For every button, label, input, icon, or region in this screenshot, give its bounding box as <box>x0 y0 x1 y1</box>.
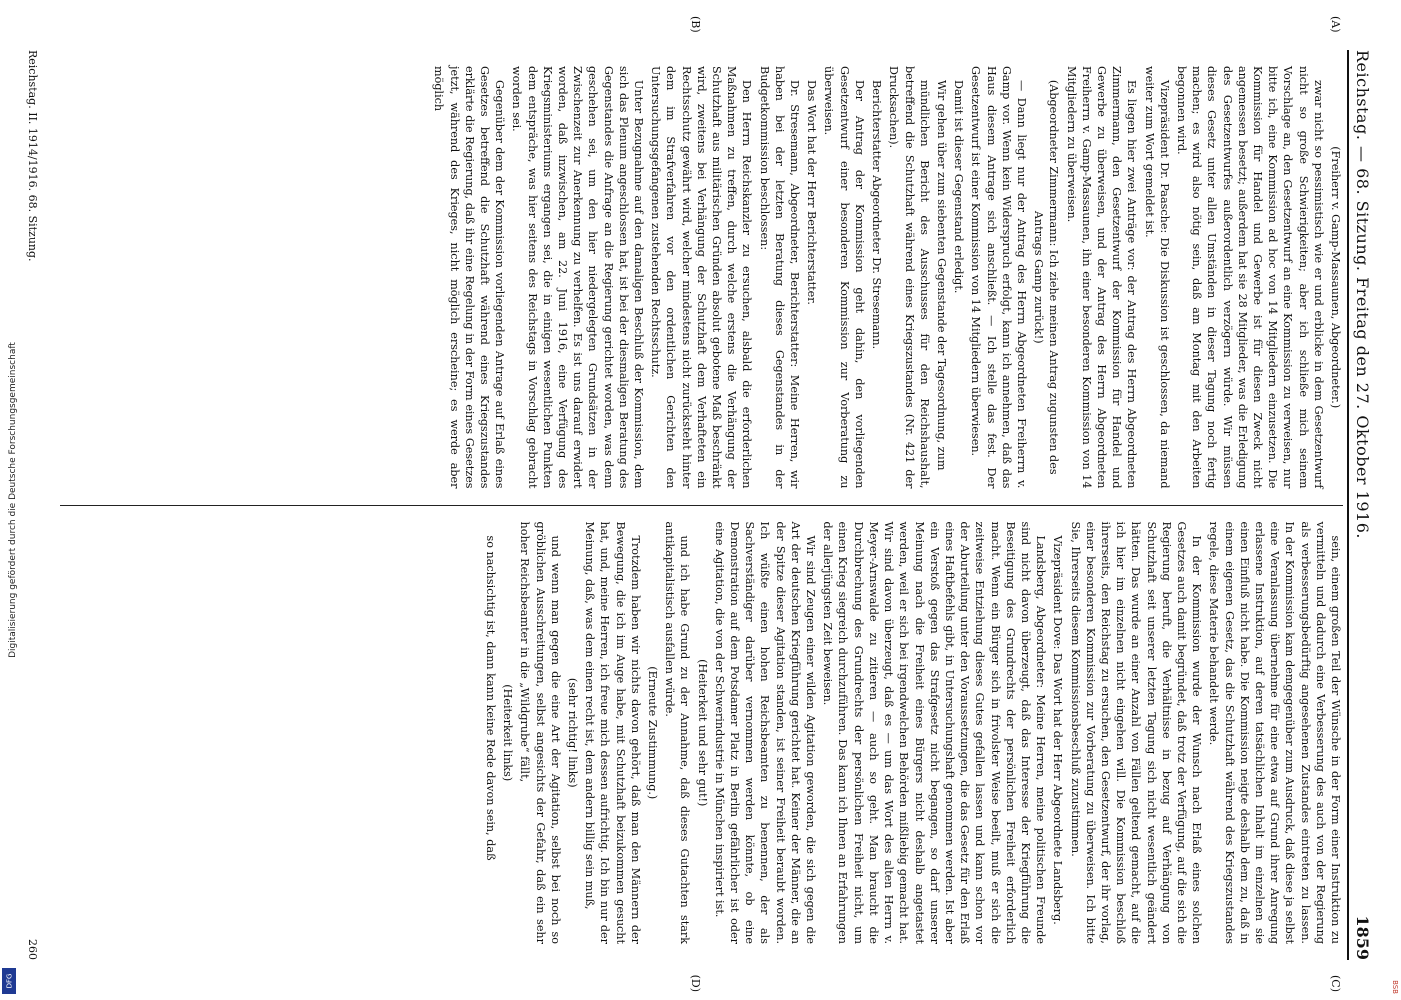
bsb-mark: BSB <box>1391 980 1399 994</box>
paragraph: (Abgeordneter Zimmermann: Ich ziehe meinen Antrag zugunsten des Antrags Gamp zurück!) <box>1032 79 1061 475</box>
paragraph: — Dann liegt nur der Antrag des Herrn Abgeordneten Freiherrn v. Gamp vor. Wenn kein Widerspruch erfolgt, kann ich annehmen, daß das Haus diesem Antrage sich anschließt. — Ich stelle das fest. Der Gesetzentwurf ist einer Kommission von 14 Mitgliedern überwiesen. <box>969 66 1028 489</box>
left-column <box>60 16 1343 506</box>
paragraph: (Erneute Zustimmung.) <box>646 666 660 800</box>
footer-signature: Reichstag. II. 1914/1916. 68. Sitzung. <box>26 50 40 262</box>
text-columns <box>60 16 1343 992</box>
page-header <box>1347 50 1383 960</box>
paragraph: sein, einem großen Teil der Wünsche in der Form einer Instruktion zu vermitteln und dadurch eine Verbesserung des auch von der Regierung als verbesserungsbedürftig angesehenen Zustandes eintreten zu lassen. In der Kommission kam demgegenüber zum Ausdruck, daß diese ja selbst eine Veranlassung übernehme für eine etwa auf Grund ihrer Anregung erlassene Instruktion, auf deren tatsächlichen Inhalt im einzelnen sie einen Einfluß nicht habe. Die Kommission neigte deshalb dem zu, daß in einem eigenen Gesetz, das die Schutzhaft während des Kriegszustandes regele, diese Materie behandelt werde. <box>1207 521 1342 944</box>
paragraph: Gegenüber dem der Kommission vorliegenden Antrage auf Erlaß eines Gesetzes betreffend die Schutzhaft während eines Kriegszustandes erklärte die Regierung, daß ihr eine Regelung in der Form eines Gesetzes jetzt, während des Krieges, nicht möglich erscheine; es werde aber möglich <box>432 66 507 489</box>
paragraph: Den Herrn Reichskanzler zu ersuchen, alsbald die erforderlichen Maßnahmen zu treffen, durch welche erstens die Verhängung der Schutzhaft aus militärischen Gründen absolut gebotene Maß beschränkt wird, zweitens bei Verhängung der Schutzhaft dem Verhafteten ein Rechtsschutz gewährt wird, welcher mindestens nicht zurücksteht hinter dem im Strafverfahren vor den ordentlichen Gerichten den Untersuchungsgefangenen zustehenden Rechtsschutz. <box>649 66 754 489</box>
running-title: Reichstag. — 68. Sitzung. Freitag den 27. Oktober 1916. <box>1353 50 1372 539</box>
paragraph: In der Kommission wurde der Wunsch nach Erlaß eines solchen Gesetzes auch damit begründet, daß trotz der Verfügung, auf die sich die Regierung beruft, die Verhältnisse in bezug auf Verhängung von Schutzhaft seit unserer letzten Tagung sich nicht wesentlich geändert hätten. Das wurde an einer Anzahl von Fällen geltend gemacht, auf die ich hier im einzelnen nicht eingehen will. Die Kommission beschloß ihrerseits, den Reichstag zu ersuchen, den Gesetzentwurf, der ihr vorlag, einer besonderen Kommission zur Vorberatung zu überweisen. Ich bitte Sie, Ihrerseits diesem Kommissionsbeschluß zuzustimmen. <box>1068 521 1204 944</box>
paragraph: Wir gehen über zum siebenten Gegenstande der Tagesordnung, zum <box>934 80 948 471</box>
paragraph: (sehr richtig! links) <box>566 677 580 788</box>
margin-marker-a: (A) <box>1329 16 1342 33</box>
margin-marker-b: (B) <box>689 16 702 33</box>
paragraph: und wenn man gegen die eine Art der Agitation, selbst bei noch so gröblichen Ausschreitungen, selbst angesichts der Gefahr, daß ein sehr hoher Reichsbeamter in die „Wildgrube“ fällt, <box>518 521 562 944</box>
dfg-logo: DFG <box>2 968 16 994</box>
paragraph: zwar nicht so pessimistisch wie er und erblicke in dem Gesetzentwurf nicht so große Schwierigkeiten; aber ich schließe mich seinem Vorschlage an, den Gesetzentwurf an eine Kommission zu verweisen, nur bitte ich, eine Kommission ad hoc von 14 Mitgliedern einzusetzen. Die Kommission für Handel und Gewerbe ist für diesen Zweck nicht angemessen besetzt; außerdem hat sie 28 Mitglieder, was die Erledigung des Gesetzentwurfes außerordentlich verzögern würde. Wir müssen dieses Gesetz unter allen Umständen in dieser Tagung noch fertig machen; es wird also nötig sein, daß am Montag mit den Arbeiten begonnen wird. <box>1174 66 1325 489</box>
paragraph: Der Antrag der Kommission geht dahin, den vorliegenden Gesetzentwurf einer besonderen Kommission zur Vorberatung zu überweisen. <box>822 66 866 489</box>
paragraph: Trotzdem haben wir nichts davon gehört, daß man den Männern der Bewegung, die ich im Auge habe, mit Schutzhaft beizukommen gesucht hat, und, meine Herren, ich freue mich dessen aufrichtig. Ich bin nur der Meinung, daß, was dem einen recht ist, dem andern billig sein muß, <box>583 521 642 944</box>
footer-sheet-number: 260 <box>26 939 40 960</box>
paragraph: Vizepräsident Dove: Das Wort hat der Herr Abgeordnete Landsberg. <box>1051 535 1065 925</box>
paragraph: Vizepräsident Dr. Paasche: Die Diskussion ist geschlossen, da niemand weiter zum Wort gemeldet ist. <box>1142 66 1171 489</box>
paragraph: mündlichen Bericht des Ausschusses für den Reichshaushalt, betreffend die Schutzhaft während eines Kriegszustandes (Nr. 421 der Drucksachen). <box>887 66 931 489</box>
paragraph: Damit ist dieser Gegenstand erledigt. <box>952 80 966 294</box>
paragraph: Unter Bezugnahme auf den damaligen Beschluß der Kommission, dem sich das Plenum angeschlossen hat, ist bei der diesmaligen Beratung des Gegenstandes die Anfrage an die Regierung gerichtet worden, was denn geschehen sei, um den hier niedergelegten Grundsätzen in der Zwischenzeit zur Anerkennung zu verhelfen. Es ist uns darauf erwidert worden, daß inzwischen, am 22. Juni 1916, eine Verfügung des Kriegsministeriums ergangen sei, die in einigen wesentlichen Punkten dem entspräche, was hier seitens des Reichstags in Vorschlag gebracht worden sei. <box>510 66 646 489</box>
paragraph: Berichterstatter Abgeordneter Dr. Stresemann. <box>870 80 884 350</box>
right-column <box>60 506 1343 992</box>
page-footer <box>22 50 44 960</box>
paragraph: und ich habe Grund zu der Annahme, daß dieses Gutachten stark antikapitalistisch ausfallen würde. <box>663 521 692 944</box>
digitization-credit: Digitalisierung gefördert durch die Deutsche Forschungsgemeinschaft <box>8 342 18 658</box>
paragraph: (Heiterkeit links) <box>501 684 515 782</box>
paragraph: Landsberg, Abgeordneter: Meine Herren, meine politischen Freunde sind nicht davon überzeugt, daß das Interesse der Kriegführung die Beseitigung des Grundrechts der persönlichen Freiheit erforderlich macht. Wenn ein Bürger sich in frivolster Weise beeilt, muß er sich die zeitweise Entziehung dieses Gutes gefallen lassen und kann schon vor der Aburteilung unter den Voraussetzungen, die das Gesetz für den Erlaß eines Haftbefehls gibt, in Untersuchungshaft genommen werden. Ist aber ein Verstoß gegen das Strafgesetz nicht begangen, so darf unserer Meinung nach die Freiheit eines Bürgers nicht deshalb angetastet werden, weil er sich bei irgendwelchen Behörden mißliebig gemacht hat. Wir sind davon überzeugt, daß es — um das Wort des alten Herrn v. Meyer-Arnswalde zu zitieren — auch so geht. Man braucht die Durchbrechung des Grundrechts der persönlichen Freiheit nicht, um einen Krieg siegreich durchzuführen. Das kann ich Ihnen an Erfahrungen der allerjüngsten Zeit beweisen. <box>821 521 1048 944</box>
paragraph: Es liegen hier zwei Anträge vor: der Antrag des Herrn Abgeordneten Zimmermann, den Gesetzentwurf der Kommission für Handel und Gewerbe zu überweisen, und der Antrag des Herrn Abgeordneten Freiherrn v. Gamp-Massaunen, ihn einer besonderen Kommission von 14 Mitgliedern zu überweisen. <box>1064 66 1139 489</box>
paragraph: (Heiterkeit und sehr gut!) <box>695 659 709 807</box>
margin-marker-c: (C) <box>1329 975 1342 992</box>
paragraph: (Freiherr v. Gamp-Massaunen, Abgeordneter.) <box>1329 146 1342 409</box>
margin-marker-d: (D) <box>689 974 702 992</box>
page-number: 1859 <box>1353 915 1372 960</box>
paragraph: Wir sind Zeugen einer wilden Agitation geworden, die sich gegen die Art der deutschen Kriegführung gerichtet hat. Keiner der Männer, die an der Spitze dieser Agitation standen, ist seiner Freiheit beraubt worden. Ich wüßte einen hohen Reichsbeamten zu benennen, der als Sachverständiger darüber vernommen werden könnte, ob eine Demonstration auf dem Potsdamer Platz in Berlin gefährlicher ist oder eine Agitation, die von der Schwerindustrie in München inspiriert ist. <box>712 521 818 944</box>
paragraph: Dr. Stresemann, Abgeordneter, Berichterstatter: Meine Herren, wir haben bei der letzten Beratung dieses Gegenstandes in der Budgetkommission beschlossen: <box>757 66 802 489</box>
paragraph: so nachsichtig ist, dann kann keine Rede davon sein, daß <box>484 535 498 861</box>
paragraph: Das Wort hat der Herr Berichterstatter. <box>805 80 819 305</box>
